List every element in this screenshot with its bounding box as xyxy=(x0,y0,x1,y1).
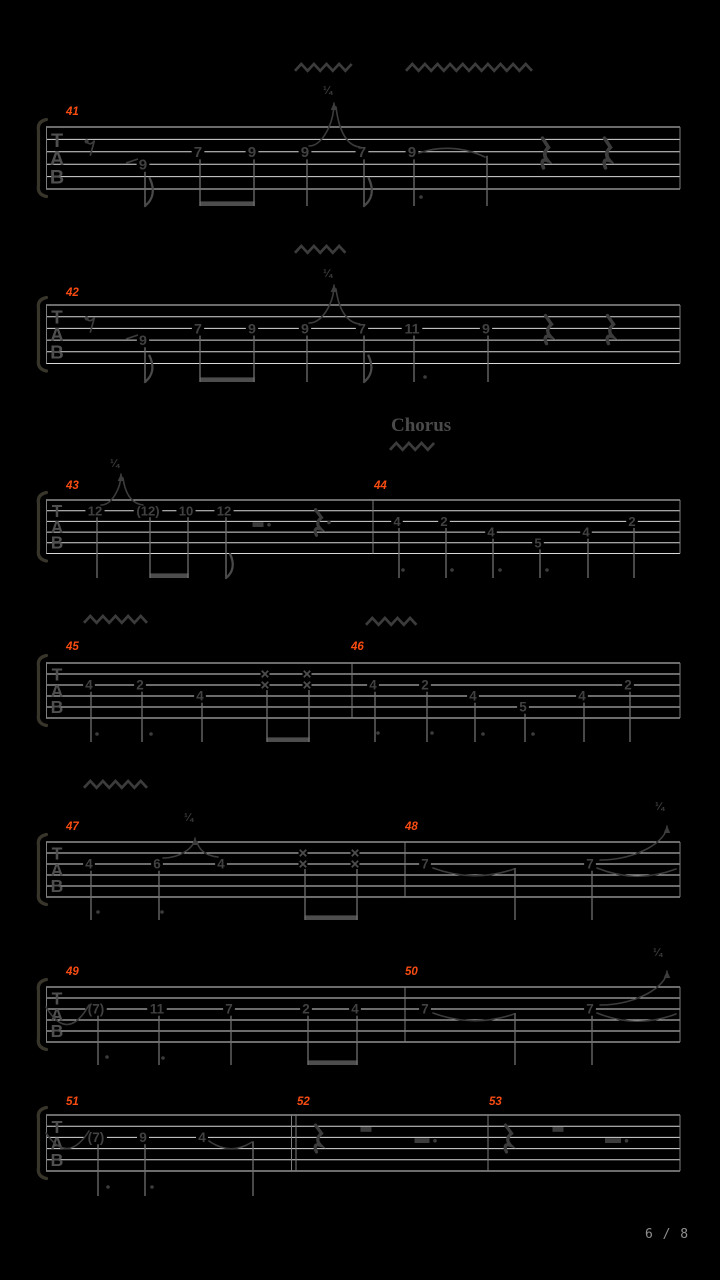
svg-text:B: B xyxy=(49,166,65,189)
fret-number: 2 xyxy=(440,513,448,529)
fret-number: 9 xyxy=(407,144,417,162)
measure-number: 52 xyxy=(297,1096,310,1108)
vibrato-mark xyxy=(295,246,345,253)
fret-number: 12 xyxy=(216,503,232,519)
svg-text:A: A xyxy=(50,859,64,880)
fret-number: 9 xyxy=(301,321,309,338)
fret-number: 4 xyxy=(198,1130,206,1146)
measure-number: 44 xyxy=(374,480,387,492)
fret-number: 9 xyxy=(482,321,490,338)
vibrato-mark xyxy=(295,64,352,71)
svg-text:A: A xyxy=(50,323,64,345)
measure-number: 45 xyxy=(66,641,79,653)
measure-number: 42 xyxy=(66,287,79,299)
measure-number: 48 xyxy=(405,821,418,833)
svg-text:A: A xyxy=(50,1133,64,1154)
fret-number: 2 xyxy=(628,513,636,529)
measure-number: 46 xyxy=(351,641,364,653)
vibrato-mark xyxy=(366,618,416,625)
fret-number: (12) xyxy=(136,503,160,519)
fret-number: 2 xyxy=(302,1001,310,1017)
bend-label: ¼ xyxy=(323,268,333,280)
fret-number: 7 xyxy=(357,144,367,162)
fret-number: 7 xyxy=(193,144,203,162)
measure-number: 51 xyxy=(66,1096,79,1108)
vibrato-mark xyxy=(406,64,532,71)
vibrato-mark xyxy=(84,781,147,788)
svg-text:B: B xyxy=(50,697,64,718)
fret-number: 7 xyxy=(194,321,202,338)
fret-number: 4 xyxy=(578,688,586,704)
fret-number: 7 xyxy=(358,321,366,338)
svg-text:B: B xyxy=(50,1021,64,1042)
fret-number: 9 xyxy=(248,321,256,338)
fret-number: 10 xyxy=(178,503,194,519)
svg-text:T: T xyxy=(50,129,64,152)
measure-number: 43 xyxy=(66,480,79,492)
bend-label: ¼ xyxy=(653,947,663,959)
fret-number: (7) xyxy=(87,1130,105,1146)
staff-system-6[interactable] xyxy=(38,947,680,1065)
vibrato-mark xyxy=(390,443,434,450)
fret-number: 4 xyxy=(85,856,93,872)
fret-number: 9 xyxy=(300,144,310,162)
fret-number: 11 xyxy=(404,321,420,338)
measure-number: 53 xyxy=(489,1096,502,1108)
staff-system-3[interactable] xyxy=(38,415,680,578)
fret-number: 4 xyxy=(217,856,225,872)
staff-system-7[interactable] xyxy=(38,1096,680,1196)
svg-text:B: B xyxy=(50,341,64,363)
svg-text:B: B xyxy=(50,876,64,897)
fret-number: 7 xyxy=(421,1001,429,1017)
fret-number: 9 xyxy=(139,1130,147,1146)
fret-number: 12 xyxy=(87,503,103,519)
svg-text:T: T xyxy=(51,502,63,522)
measure-number: 50 xyxy=(405,966,418,978)
fret-number: 4 xyxy=(351,1001,359,1017)
staff-system-4[interactable] xyxy=(38,616,680,742)
fret-number: 6 xyxy=(153,856,161,872)
svg-text:A: A xyxy=(50,517,64,537)
svg-text:T: T xyxy=(51,664,63,685)
fret-number: 2 xyxy=(624,677,632,693)
fret-number: (7) xyxy=(87,1001,105,1017)
fret-number: 4 xyxy=(369,677,377,693)
svg-text:T: T xyxy=(51,988,63,1009)
fret-number: 9 xyxy=(139,333,147,350)
staff-system-5[interactable] xyxy=(38,781,680,920)
staff-system-1[interactable] xyxy=(38,64,680,206)
bend-label: ¼ xyxy=(184,812,194,824)
fret-number: 7 xyxy=(586,1001,594,1017)
fret-number: 4 xyxy=(196,688,204,704)
svg-text:B: B xyxy=(50,1150,64,1171)
svg-text:B: B xyxy=(50,533,64,553)
fret-number: 4 xyxy=(85,677,93,693)
staff-system-2[interactable] xyxy=(38,246,680,382)
fret-number: 7 xyxy=(421,856,429,872)
page-indicator: 6 / 8 xyxy=(645,1227,690,1242)
svg-text:A: A xyxy=(49,148,65,171)
svg-text:T: T xyxy=(51,1116,63,1137)
section-label: Chorus xyxy=(391,415,452,436)
bend-label: ¼ xyxy=(655,801,665,813)
bend-label: ¼ xyxy=(110,458,120,470)
fret-number: 4 xyxy=(582,524,590,540)
fret-number: 7 xyxy=(586,856,594,872)
fret-number: 5 xyxy=(534,535,542,551)
fret-number: 4 xyxy=(469,688,477,704)
fret-number: 2 xyxy=(421,677,429,693)
fret-number: 9 xyxy=(138,156,148,174)
fret-number: 2 xyxy=(136,677,144,693)
svg-text:T: T xyxy=(51,306,63,328)
measure-number: 41 xyxy=(66,106,79,118)
fret-number: 11 xyxy=(149,1001,165,1017)
fret-number: 9 xyxy=(247,144,257,162)
bend-label: ¼ xyxy=(323,85,333,97)
svg-text:A: A xyxy=(50,1004,64,1025)
fret-number: 5 xyxy=(519,699,527,715)
fret-number: 4 xyxy=(393,513,401,529)
fret-number: 7 xyxy=(225,1001,233,1017)
svg-text:T: T xyxy=(51,843,63,864)
fret-number: 4 xyxy=(487,524,495,540)
vibrato-mark xyxy=(84,616,147,623)
measure-number: 49 xyxy=(66,966,79,978)
measure-number: 47 xyxy=(66,821,79,833)
svg-text:A: A xyxy=(50,680,64,701)
